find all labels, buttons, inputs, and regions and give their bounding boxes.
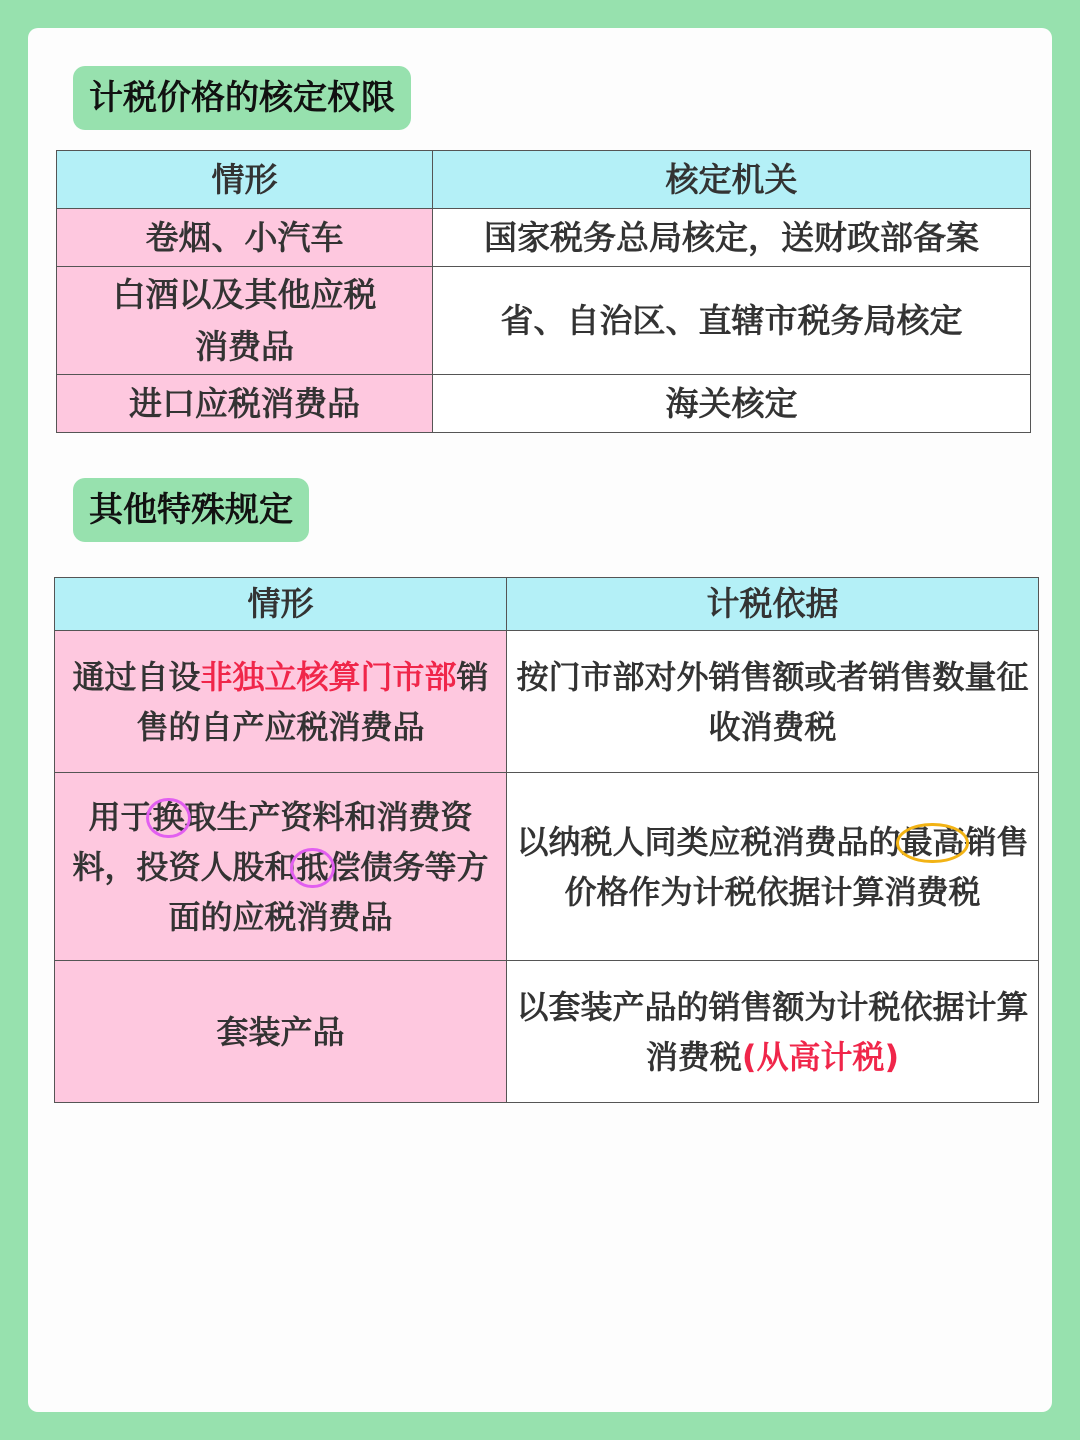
situation-text: 销售的自产应税消费品 [136, 657, 489, 746]
table-row [57, 375, 1031, 433]
situation-cell: 白酒以及其他应税消费品 [57, 267, 433, 375]
situation-text: 通过自设 [72, 657, 201, 696]
situation-cell [55, 631, 507, 773]
situation-text: 取生产资料和消费资料，投资人股和 [72, 797, 473, 886]
tax-basis-cell: 按门市部对外销售额或者销售数量征收消费税 [507, 631, 1039, 773]
content-card [28, 28, 1052, 1412]
highlight-text: (从高计税) [741, 1037, 900, 1076]
circled-text: 最高 [900, 817, 964, 867]
situation-cell: 套装产品 [55, 961, 507, 1103]
authority-cell: 国家税务总局核定，送财政部备案 [433, 209, 1031, 267]
section-title-special-rules: 其他特殊规定 [73, 478, 309, 542]
tax-basis-text: 销售价格作为计税依据计算消费税 [564, 822, 1029, 911]
header-situation: 情形 [55, 578, 507, 631]
highlight-text: 非独立核算门市部 [200, 657, 457, 696]
header-situation: 情形 [57, 151, 433, 209]
situation-text: 用于 [88, 797, 153, 836]
situation-cell [55, 773, 507, 961]
special-rules-table [54, 577, 1039, 1103]
tax-basis-cell [507, 961, 1039, 1103]
table-row [55, 631, 1039, 773]
table-row [55, 961, 1039, 1103]
table-header-row [57, 151, 1031, 209]
tax-basis-cell [507, 773, 1039, 961]
table-row [57, 267, 1031, 375]
header-tax-basis: 计税依据 [507, 578, 1039, 631]
table-row [57, 209, 1031, 267]
pricing-authority-table [56, 150, 1031, 433]
authority-cell: 海关核定 [433, 375, 1031, 433]
situation-cell: 卷烟、小汽车 [57, 209, 433, 267]
section-title-pricing-authority: 计税价格的核定权限 [73, 66, 411, 130]
situation-text: 偿债务等方面的应税消费品 [168, 847, 489, 936]
situation-cell: 进口应税消费品 [57, 375, 433, 433]
authority-cell: 省、自治区、直辖市税务局核定 [433, 267, 1031, 375]
tax-basis-text: 以套装产品的销售额为计税依据计算消费税 [516, 987, 1029, 1076]
tax-basis-text: 以纳税人同类应税消费品的 [516, 822, 901, 861]
circled-char: 抵 [296, 842, 328, 892]
header-authority: 核定机关 [433, 151, 1031, 209]
table-header-row [55, 578, 1039, 631]
table-row [55, 773, 1039, 961]
circled-char: 换 [152, 792, 184, 842]
